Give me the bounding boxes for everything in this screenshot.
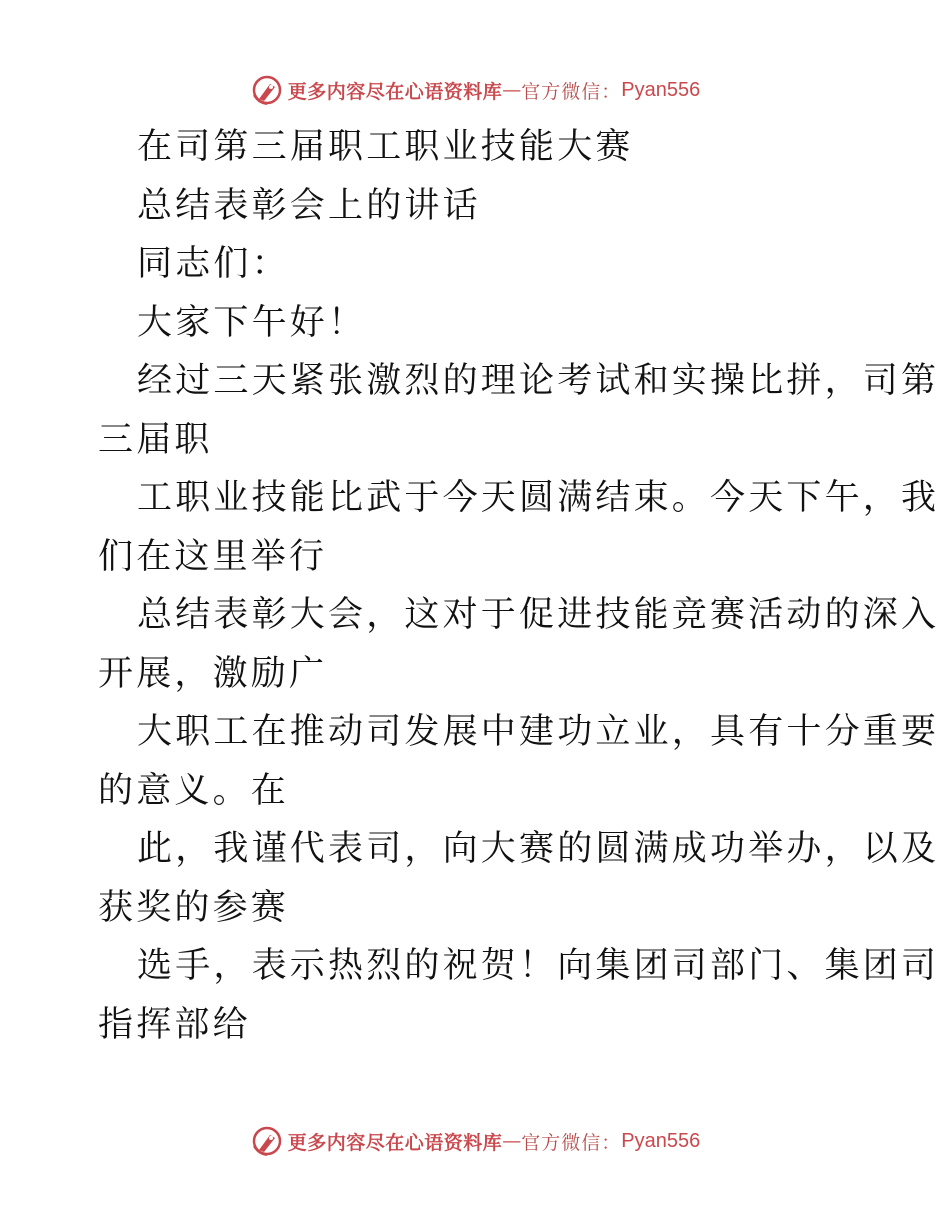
paragraph-line: 此，我谨代表司，向大赛的圆满成功举办，以及: [137, 829, 940, 869]
title-line-2: 总结表彰会上的讲话: [137, 185, 481, 226]
title-line-1: 在司第三届职工职业技能大赛: [137, 127, 634, 167]
paragraph-line: 大职工在推动司发展中建功立业，具有十分重要: [137, 712, 940, 752]
paragraph-line: 经过三天紧张激烈的理论考试和实操比拼，司第: [137, 361, 940, 401]
speech-body: [98, 118, 940, 1054]
watermark-official-label: 官方微信：: [521, 80, 622, 103]
salutation: 同志们：: [137, 244, 290, 284]
paragraph-line: 工职业技能比武于今天圆满结束。今天下午，我: [137, 478, 940, 518]
watermark-dash: —: [502, 1130, 522, 1152]
watermark-wechat-id: Pyan556: [621, 1129, 701, 1152]
paragraph-line: 获奖的参赛: [98, 887, 290, 928]
greeting: 大家下午好！: [137, 302, 367, 343]
paragraph-line: 指挥部给: [98, 1004, 251, 1045]
paragraph-line: 们在这里举行: [98, 536, 328, 577]
pen-nib-logo-icon: [250, 1124, 284, 1158]
watermark-site-text: 更多内容尽在心语资料库: [287, 1131, 503, 1154]
paragraph-line: 开展，激励广: [98, 653, 328, 694]
watermark-wechat-id: Pyan556: [621, 78, 701, 101]
paragraph-line: 三届职: [98, 419, 213, 460]
paragraph-line: 选手，表示热烈的祝贺！向集团司部门、集团司: [137, 946, 940, 986]
paragraph-line: 总结表彰大会，这对于促进技能竞赛活动的深入: [137, 595, 940, 635]
watermark-dash: —: [502, 79, 522, 101]
watermark-site-text: 更多内容尽在心语资料库: [287, 80, 503, 103]
pen-nib-logo-icon: [250, 73, 284, 107]
footer-watermark: [0, 1121, 950, 1161]
header-watermark: [0, 70, 950, 110]
watermark-official-label: 官方微信：: [521, 1131, 622, 1154]
paragraph-line: 的意义。在: [98, 770, 290, 811]
